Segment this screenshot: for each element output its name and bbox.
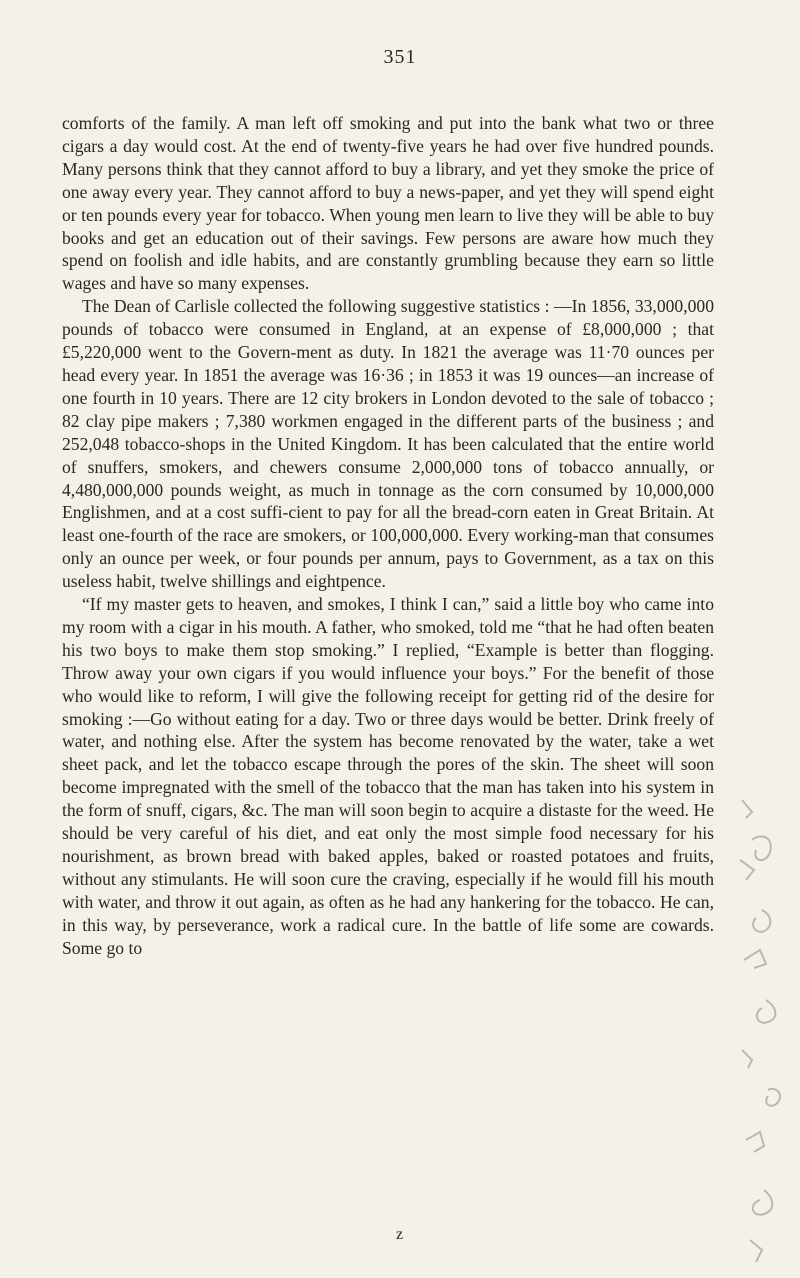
- paragraph-2: The Dean of Carlisle collected the following suggestive statistics : —In 1856, 33,000,000 pounds of tobacco were consumed in England, at an expense of £8,000,000 ; that £5,220,000 went to the Govern-ment as duty. In 1821 the average was 11·70 ounces per head every year. In 1851 the average was 16·36 ; in 1853 it was 19 ounces—an increase of one fourth in 10 years. There are 12 city brokers in London devoted to the sale of tobacco ; 82 clay pipe makers ; 7,380 workmen engaged in the different parts of the business ; and 252,048 tobacco-shops in the United Kingdom. It has been calculated that the entire world of snuffers, smokers, and chewers consume 2,000,000 tons of tobacco annually, or 4,480,000,000 pounds weight, as much in tonnage as the corn consumed by 10,000,000 Englishmen, and at a cost suffi-cient to pay for all the bread-corn eaten in Great Britain. At least one-fourth of the race are smokers, or 100,000,000. Every working-man that consumes only an ounce per week, or four pounds per annum, pays to Government, as a tax on this useless habit, twelve shillings and eightpence.: [62, 296, 714, 592]
- page-number: 351: [383, 46, 417, 68]
- signature-mark: z: [395, 1226, 405, 1243]
- paragraph-3: “If my master gets to heaven, and smokes, I think I can,” said a little boy who came into my room with a cigar in his mouth. A father, who smoked, told me “that he had often beaten his two boys to make them stop smoking.” I replied, “Example is better than flogging. Throw away your own cigars if you would influence your boys.” For the benefit of those who would like to reform, I will give the following receipt for getting rid of the desire for smoking :—Go without eating for a day. Two or three days would be better. Drink freely of water, and nothing else. After the system has become renovated by the water, take a wet sheet pack, and let the tobacco escape through the pores of the skin. The sheet will soon become impregnated with the smell of the tobacco that the man has taken into his system in the form of snuff, cigars, &c. The man will soon begin to acquire a distaste for the weed. He should be very careful of his diet, and eat only the most simple food necessary for his nourishment, as brown bread with baked apples, baked or roasted potatoes and fruits, without any stimulants. He will soon cure the craving, especially if he would fill his mouth with water, and throw it out again, as often as he had any hankering for the tobacco. He can, in this way, by perseverance, work a radical cure. In the battle of life some are cowards. Some go to: [62, 594, 714, 958]
- page-edge-stain: [732, 800, 792, 1270]
- body-text: [62, 112, 714, 960]
- paragraph-1: comforts of the family. A man left off smoking and put into the bank what two or three cigars a day would cost. At the end of twenty-five years he had over five hundred pounds. Many persons think that they cannot afford to buy a library, and yet they smoke the price of one away every year. They cannot afford to buy a news-paper, and yet they will spend eight or ten pounds every year for tobacco. When young men learn to live they will be able to buy books and get an education out of their savings. Few persons are aware how much they spend on foolish and idle habits, and are constantly grumbling because they earn so little wages and have so many expenses.: [62, 113, 714, 294]
